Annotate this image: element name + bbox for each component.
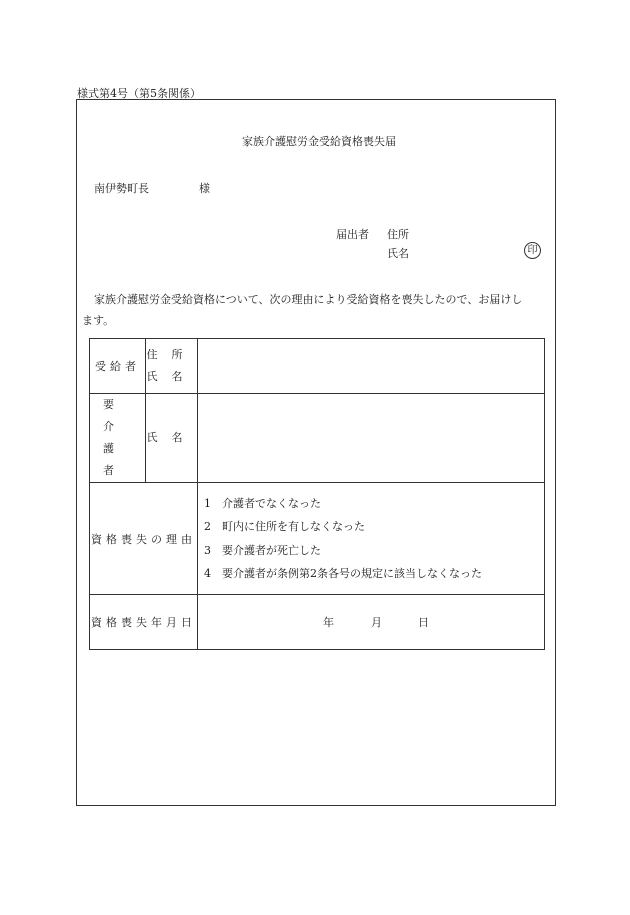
addressee-suffix: 様 xyxy=(199,182,210,195)
body-text-line-1: 家族介護慰労金受給資格について、次の理由により受給資格を喪失したので、お届けし xyxy=(94,293,523,306)
form-title xyxy=(0,133,630,149)
table-row-care-receiver xyxy=(90,394,545,483)
table-row-date xyxy=(90,595,545,650)
table-row-recipient xyxy=(90,339,545,394)
date-year-label: 年 xyxy=(323,616,334,629)
date-day-label: 日 xyxy=(418,616,429,629)
form-title-text: 家族介護慰労金受給資格喪失届 xyxy=(242,135,396,148)
date-month-label: 月 xyxy=(371,616,382,629)
care-receiver-value-cell[interactable] xyxy=(198,394,545,483)
recipient-address-label: 住所 xyxy=(146,348,197,361)
date-value-cell[interactable] xyxy=(198,595,545,650)
reason-item-2[interactable]: 2 町内に住所を有しなくなった xyxy=(204,520,365,533)
date-label: 資格喪失年月日 xyxy=(90,595,198,650)
reason-list xyxy=(198,483,545,595)
applicant-address-label: 住所 xyxy=(387,228,409,241)
seal-mark: 印 xyxy=(524,242,541,259)
care-receiver-label-top: 要介 xyxy=(103,398,132,433)
care-receiver-label xyxy=(90,394,146,483)
applicant-name-label: 氏名 xyxy=(387,247,409,260)
recipient-name-label: 氏名 xyxy=(146,370,197,383)
table-row-reason xyxy=(90,483,545,595)
reason-item-1[interactable]: 1 介護者でなくなった xyxy=(204,496,321,510)
body-text-line-2: ます。 xyxy=(82,314,115,327)
recipient-label: 受給者 xyxy=(90,339,146,394)
care-receiver-name-label: 氏名 xyxy=(146,394,198,483)
applicant-label: 届出者 xyxy=(336,228,369,241)
recipient-value-cell[interactable] xyxy=(198,339,545,394)
reason-item-3[interactable]: 3 要介護者が死亡した xyxy=(204,543,321,557)
care-receiver-label-bottom: 護者 xyxy=(103,442,132,477)
addressee: 南伊勢町長 xyxy=(94,182,149,195)
reason-label: 資格喪失の理由 xyxy=(90,483,198,595)
reason-item-4[interactable]: 4 要介護者が条例第2条各号の規定に該当しなくなった xyxy=(204,567,482,580)
recipient-sublabels xyxy=(146,339,198,394)
form-table xyxy=(89,338,545,650)
form-number: 様式第4号（第5条関係） xyxy=(77,87,201,100)
